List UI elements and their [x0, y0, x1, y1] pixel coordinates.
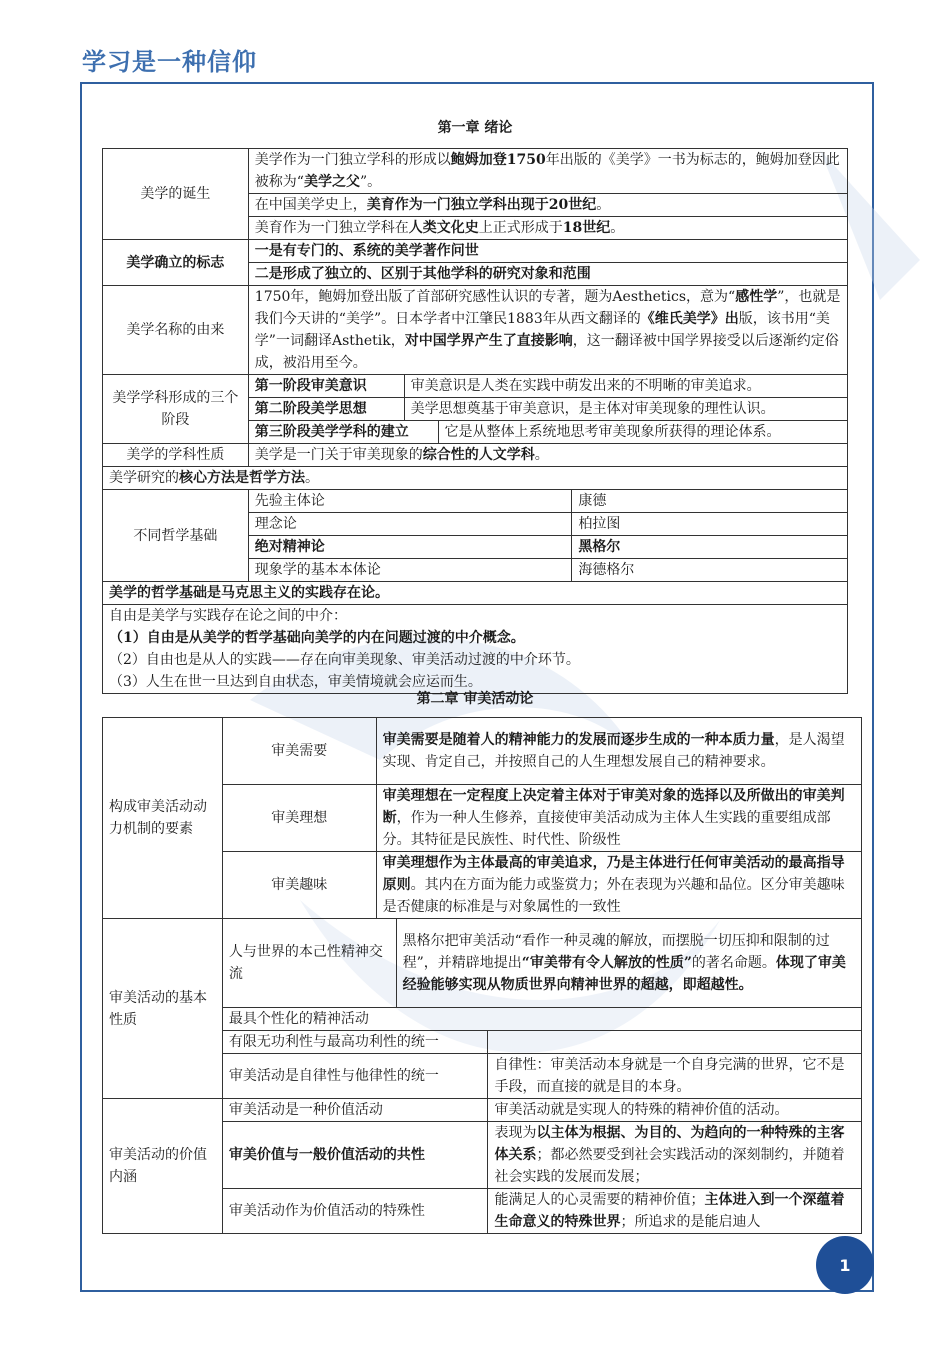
freedom-item: （1）自由是从美学的哲学基础向美学的内在问题过渡的中介概念。	[109, 630, 525, 646]
stage-name: 第三阶段美学学科的建立	[248, 421, 438, 444]
birth-text-2: 在中国美学史上，美育作为一门独立学科出现于20世纪。	[248, 194, 847, 217]
table-row	[103, 919, 862, 1008]
taste-desc: 审美理想作为主体最高的审美追求，乃是主体进行任何审美活动的最高指导原则。其内在方面为能力或鉴赏力；外在表现为兴趣和品位。区分审美趣味是否健康的标准是与对象属性的一致性	[376, 852, 861, 919]
chapter-2-title: 第二章 审美活动论	[416, 691, 534, 707]
table-row	[103, 375, 848, 398]
utility-empty	[488, 1031, 862, 1054]
autonomy-label: 审美活动是自律性与他律性的统一	[222, 1054, 488, 1099]
chapter-2-table	[102, 717, 862, 1234]
special-desc: 能满足人的心灵需要的精神价值；主体进入到一个深蕴着生命意义的特殊世界；所追求的是能启迪人	[488, 1189, 862, 1234]
taste-label: 审美趣味	[222, 852, 376, 919]
freedom-item: （2）自由也是从人的实践——存在向审美现象、审美活动过渡的中介环节。	[109, 652, 580, 668]
value-row-label: 审美活动是一种价值活动	[222, 1099, 488, 1122]
philo-theory: 绝对精神论	[248, 536, 572, 559]
mark-item-2: 二是形成了独立的、区别于其他学科的研究对象和范围	[248, 263, 847, 286]
chapter-1-title: 第一章 绪论	[437, 120, 513, 136]
table-row	[103, 444, 848, 467]
philo-person: 黑格尔	[572, 536, 848, 559]
row-label-mark: 美学确立的标志	[103, 240, 249, 286]
special-label: 审美活动作为价值活动的特殊性	[222, 1189, 488, 1234]
mark-item-1: 一是有专门的、系统的美学著作问世	[248, 240, 847, 263]
common-desc: 表现为以主体为根据、为目的、为趋向的一种特殊的主客体关系；都必然要受到社会实践活动的深刻制约，并随着社会实践的发展而发展；	[488, 1122, 862, 1189]
philo-person: 柏拉图	[572, 513, 848, 536]
freedom-block	[103, 605, 848, 694]
personal-text: 最具个性化的精神活动	[222, 1008, 861, 1031]
ideal-desc: 审美理想在一定程度上决定着主体对于审美对象的选择以及所做出的审美判断，作为一种人生修养，直接使审美活动成为主体人生实践的重要组成部分。其特征是民族性、时代性、阶级性	[376, 785, 861, 852]
table-row	[103, 240, 848, 263]
exchange-label: 人与世界的本己性精神交流	[222, 919, 396, 1008]
stage-desc: 它是从整体上系统地思考审美现象所获得的理论体系。	[438, 421, 847, 444]
philo-theory: 现象学的基本本体论	[248, 559, 572, 582]
freedom-intro: 自由是美学与实践存在论之间的中介：	[109, 608, 347, 624]
method-text: 美学研究的核心方法是哲学方法。	[103, 467, 848, 490]
brand-title: 学习是一种信仰	[82, 48, 257, 76]
row-label-basic: 审美活动的基本性质	[103, 919, 223, 1099]
stage-name: 第一阶段审美意识	[248, 375, 404, 398]
stage-desc: 美学思想奠基于审美意识，是主体对审美现象的理性认识。	[404, 398, 847, 421]
exchange-desc: 黑格尔把审美活动“看作一种灵魂的解放，而摆脱一切压抑和限制的过程”，并精辟地提出“审美带有令人解放的性质”的著名命题。体现了审美经验能够实现从物质世界向精神世界的超越，即超越性。	[396, 919, 861, 1008]
philo-theory: 先验主体论	[248, 490, 572, 513]
ideal-label: 审美理想	[222, 785, 376, 852]
row-label-philo: 不同哲学基础	[103, 490, 249, 582]
table-row	[103, 582, 848, 605]
philo-person: 康德	[572, 490, 848, 513]
row-label-nature: 美学的学科性质	[103, 444, 249, 467]
table-row	[103, 718, 862, 785]
name-origin-text: 1750年，鲍姆加登出版了首部研究感性认识的专著，题为Aesthetics，意为“感性学”，也就是我们今天讲的“美学”。日本学者中江肇民1883年从西文翻译的《维氏美学》出版，该书用“美学”一词翻译Asthetik，对中国学界产生了直接影响，这一翻译被中国学界接受以后逐渐约定俗成，被沿用至今。	[248, 286, 847, 375]
row-label-name: 美学名称的由来	[103, 286, 249, 375]
philo-theory: 理念论	[248, 513, 572, 536]
row-label-stages: 美学学科形成的三个阶段	[103, 375, 249, 444]
common-label: 审美价值与一般价值活动的共性	[222, 1122, 488, 1189]
birth-text-3: 美育作为一门独立学科在人类文化史上正式形成于18世纪。	[248, 217, 847, 240]
page-number-badge: 1	[816, 1236, 874, 1294]
table-row	[103, 605, 848, 694]
need-label: 审美需要	[222, 718, 376, 785]
table-row	[103, 149, 848, 194]
autonomy-desc: 自律性：审美活动本身就是一个自身完满的世界，它不是手段，而直接的就是目的本身。	[488, 1054, 862, 1099]
philo-person: 海德格尔	[572, 559, 848, 582]
table-row	[103, 1099, 862, 1122]
stage-desc: 审美意识是人类在实践中萌发出来的不明晰的审美追求。	[404, 375, 847, 398]
row-label-motive: 构成审美活动动力机制的要素	[103, 718, 223, 919]
need-desc: 审美需要是随着人的精神能力的发展而逐步生成的一种本质力量，是人渴望实现、肯定自己，并按照自己的人生理想发展自己的精神要求。	[376, 718, 861, 785]
basis-text: 美学的哲学基础是马克思主义的实践存在论。	[103, 582, 848, 605]
row-label-birth: 美学的诞生	[103, 149, 249, 240]
table-row	[103, 490, 848, 513]
row-label-value: 审美活动的价值内涵	[103, 1099, 223, 1234]
chapter-1-table	[102, 148, 848, 694]
table-row	[103, 467, 848, 490]
stage-name: 第二阶段美学思想	[248, 398, 404, 421]
birth-text-1: 美学作为一门独立学科的形成以鲍姆加登1750年出版的《美学》一书为标志的，鲍姆加登因此被称为“美学之父”。	[248, 149, 847, 194]
freedom-item: （3）人生在世一旦达到自由状态，审美情境就会应运而生。	[109, 674, 482, 690]
table-row	[103, 286, 848, 375]
nature-text: 美学是一门关于审美现象的综合性的人文学科。	[248, 444, 847, 467]
value-row-desc: 审美活动就是实现人的特殊的精神价值的活动。	[488, 1099, 862, 1122]
utility-text: 有限无功利性与最高功利性的统一	[222, 1031, 488, 1054]
